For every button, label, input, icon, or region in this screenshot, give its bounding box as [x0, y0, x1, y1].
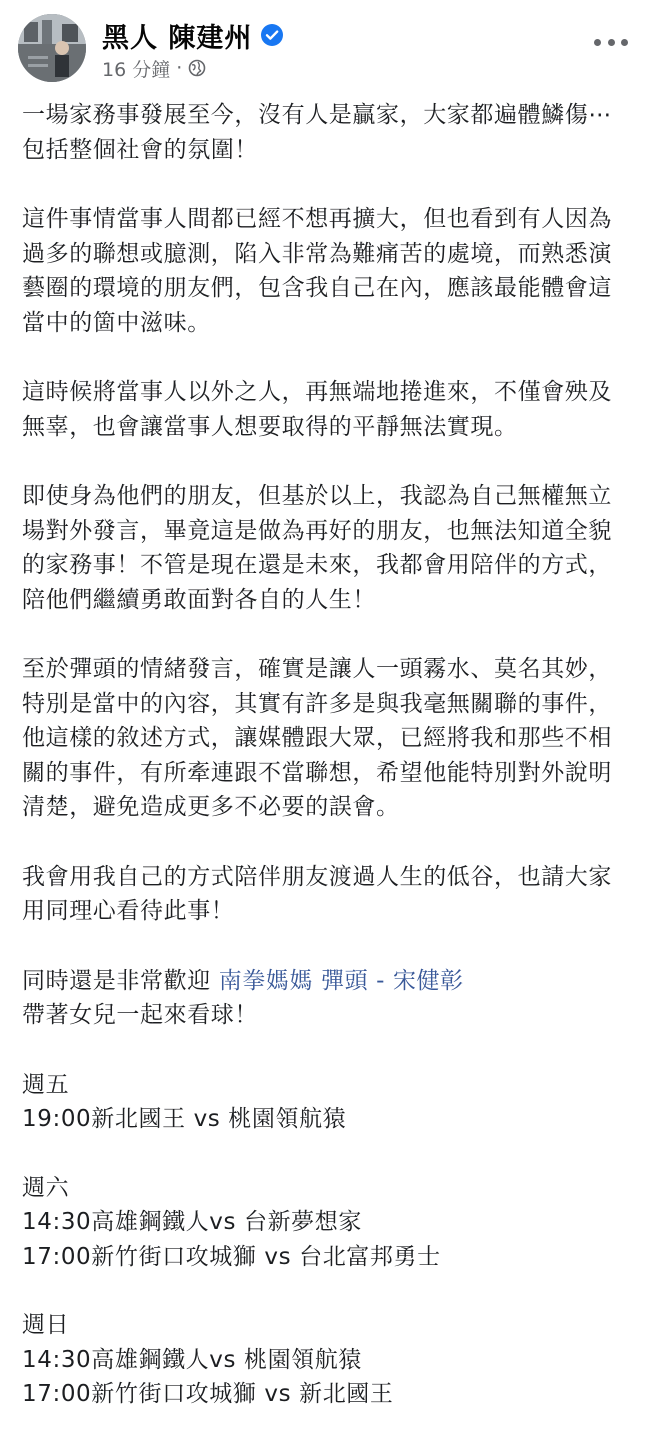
- meta-separator: ·: [176, 57, 183, 79]
- more-options-icon[interactable]: [594, 32, 628, 52]
- more-dot: [594, 39, 601, 46]
- post-body: [22, 98, 634, 1446]
- schedule-saturday: [22, 1171, 634, 1275]
- verified-badge-icon: [260, 23, 284, 47]
- schedule-game: 14:30高雄鋼鐵人vs 桃園領航猿: [22, 1346, 362, 1373]
- post-timestamp[interactable]: 16 分鐘: [102, 58, 171, 81]
- invite-text: 同時還是非常歡迎: [22, 967, 219, 994]
- globe-icon[interactable]: [188, 59, 206, 77]
- post-header: [18, 14, 632, 84]
- post-paragraph: 這時候將當事人以外之人，再無端地捲進來，不僅會殃及無辜，也會讓當事人想要取得的平靜無法實現。: [22, 379, 612, 440]
- more-dot: [621, 39, 628, 46]
- schedule-sunday: [22, 1308, 634, 1412]
- schedule-game: 17:00新竹街口攻城獅 vs 台北富邦勇士: [22, 1243, 441, 1270]
- schedule-game: 14:30高雄鋼鐵人vs 台新夢想家: [22, 1209, 362, 1235]
- invite-text-continued: 帶著女兒一起來看球！: [22, 1002, 258, 1028]
- post-paragraph: 至於彈頭的情緒發言，確實是讓人一頭霧水、莫名其妙，特別是當中的內容，其實有許多是與我毫無關聯的事件，他這樣的敘述方式，讓媒體跟大眾，已經將我和那些不相關的事件，有所牽連跟不當聯想，希望他能特別對外說明清楚，避免造成更多不必要的誤會。: [22, 656, 612, 820]
- author-line: [102, 18, 284, 52]
- post-paragraph: 一場家務事發展至今，沒有人是贏家，大家都遍體鱗傷⋯包括整個社會的氛圍！: [22, 102, 612, 163]
- schedule-game: 17:00新竹街口攻城獅 vs 新北國王: [22, 1381, 394, 1407]
- post-paragraph: 即使身為他們的朋友，但基於以上，我認為自己無權無立場對外發言，畢竟這是做為再好的朋友，也無法知道全貌的家務事！不管是現在還是未來，我都會用陪伴的方式，陪他們繼續勇敢面對各自的人生！: [22, 483, 612, 613]
- author-name[interactable]: 黑人 陳建州: [102, 22, 253, 54]
- author-block: [102, 18, 284, 82]
- schedule-game: 19:00新北國王 vs 桃園領航猿: [22, 1106, 347, 1132]
- tagged-names-link[interactable]: 南拳媽媽 彈頭 - 宋健彰: [218, 967, 464, 994]
- post-meta: [102, 54, 284, 82]
- post-paragraph: 我會用我自己的方式陪伴朋友渡過人生的低谷，也請大家用同理心看待此事！: [22, 863, 612, 924]
- avatar[interactable]: [18, 14, 86, 82]
- schedule-day: 週五: [22, 1071, 70, 1098]
- post-paragraph-invite: [22, 964, 634, 1033]
- schedule-day: 週日: [22, 1312, 70, 1338]
- schedule-day: 週六: [22, 1174, 70, 1201]
- schedule-friday: [22, 1068, 634, 1137]
- more-dot: [608, 39, 615, 46]
- post-paragraph: 這件事情當事人間都已經不想再擴大，但也看到有人因為過多的聯想或臆測，陷入非常為難痛苦的處境，而熟悉演藝圈的環境的朋友們，包含我自己在內，應該最能體會這當中的箇中滋味。: [22, 206, 612, 336]
